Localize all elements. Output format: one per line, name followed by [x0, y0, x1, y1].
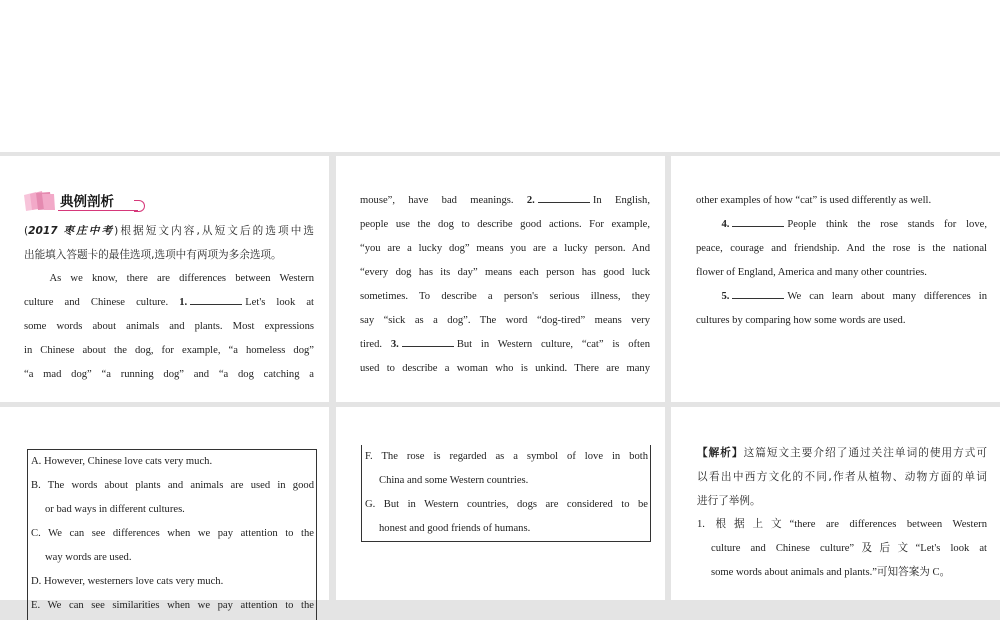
explanation-panel: [671, 407, 1000, 600]
explanation-line-3: 进行了举例。: [697, 495, 761, 507]
explanation-line-2: 以看出中西方文化的不同,作者从植物、动物方面的单词: [697, 471, 987, 483]
passage-panel-3: [671, 156, 1000, 402]
blank-slide-area: [0, 0, 1000, 152]
passage-line: some words about animals and plants. Most expressions: [24, 321, 314, 332]
passage-line: in Chinese about the dog, for example, “a homeless dog”: [24, 345, 314, 356]
option-g[interactable]: G. But in Western countries, dogs are considered to be honest and good friends of humans.: [365, 499, 648, 534]
answer-1-explanation: 1. 根据上文“there are differences between Western culture and Chinese culture”及后文“Let's look at some words about animals and plants.”可知答案为 C。: [697, 519, 987, 578]
answer-blank-4[interactable]: [732, 216, 784, 227]
question-number-5: 5.: [721, 291, 730, 302]
passage-line: “you are a lucky dog” means you are a lucky person. And: [360, 243, 650, 254]
question-number-4: 4.: [721, 219, 730, 230]
title-hook: [134, 200, 145, 212]
option-a[interactable]: A. However, Chinese love cats very much.: [31, 456, 213, 467]
passage-panel-1: [0, 156, 329, 402]
passage-line: “every dog has its day” means each person has good luck: [360, 267, 650, 278]
options-panel-1: [0, 407, 329, 611]
explanation-tag: 【解析】: [697, 447, 744, 459]
instruction-line-2: 出能填入答题卡的最佳选项,选项中有两项为多余选项。: [24, 249, 282, 261]
passage-line: culture and Chinese culture. 1. Let's look at: [24, 291, 314, 315]
passage-line: say “sick as a dog”. The word “dog-tired” means very: [360, 315, 650, 326]
options-box: [27, 449, 317, 620]
passage-line: used to describe a woman who is unkind. There are many: [360, 363, 650, 374]
book-icon: [22, 191, 56, 211]
option-b[interactable]: B. The words about plants and animals are used in good or bad ways in different cultures.: [31, 480, 314, 515]
passage-line: 5. We can learn about many differences in: [696, 285, 987, 309]
answer-blank-3[interactable]: [402, 336, 454, 347]
question-number-2: 2.: [526, 195, 535, 206]
explanation-line-1: 【解析】这篇短文主要介绍了通过关注单词的使用方式可: [697, 447, 988, 459]
passage-line: 4. People think the rose stands for love,: [696, 213, 987, 237]
passage-line: mouse”, have bad meanings. 2. In English,: [360, 189, 650, 213]
option-e[interactable]: E. We can see similarities when we pay attention to the: [31, 600, 314, 611]
passage-line: cultures by comparing how some words are used.: [696, 315, 906, 326]
passage-line: “a mad dog” “a running dog” and “a dog catching a: [24, 369, 314, 380]
source-label: 2017 枣庄中考: [28, 225, 115, 237]
question-number-1: 1.: [179, 297, 188, 308]
instruction-line-1: (2017 枣庄中考)根据短文内容,从短文后的选项中选: [24, 225, 314, 237]
passage-line: flower of England, America and many other countries.: [696, 267, 927, 278]
section-header: [22, 189, 152, 213]
title-underline: [58, 210, 138, 211]
passage-line: other examples of how “cat” is used differently as well.: [696, 195, 932, 206]
options-box: [361, 445, 651, 542]
options-panel-2: [336, 407, 665, 600]
question-number-3: 3.: [390, 339, 399, 350]
option-c[interactable]: C. We can see differences when we pay attention to the way words are used.: [31, 528, 314, 563]
passage-line: tired. 3. But in Western culture, “cat” is often: [360, 333, 650, 357]
section-title: 典例剖析: [60, 194, 114, 210]
passage-line: peace, courage and friendship. And the rose is the national: [696, 243, 987, 254]
option-f[interactable]: F. The rose is regarded as a symbol of love in both China and some Western countries.: [365, 451, 648, 486]
passage-line: sometimes. To describe a person's serious illness, they: [360, 291, 650, 302]
answer-blank-5[interactable]: [732, 288, 784, 299]
passage-panel-2: [336, 156, 665, 402]
passage-line: As we know, there are differences between Western: [49, 273, 314, 284]
passage-line: people use the dog to describe good actions. For example,: [360, 219, 650, 230]
option-d[interactable]: D. However, westerners love cats very much.: [31, 576, 224, 587]
answer-blank-1[interactable]: [190, 294, 242, 305]
answer-blank-2[interactable]: [538, 192, 590, 203]
